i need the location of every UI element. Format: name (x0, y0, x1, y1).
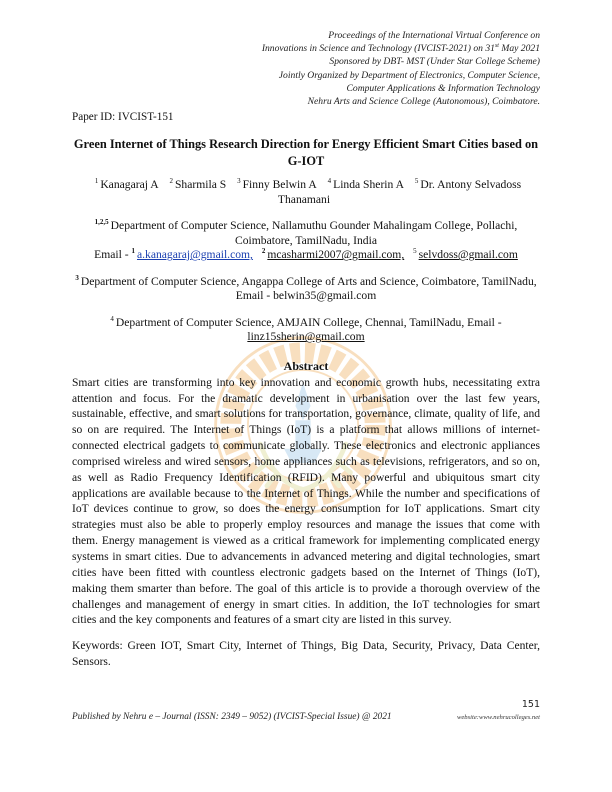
footer-publisher: Published by Nehru e – Journal (ISSN: 2349 – 9052) (IVCIST-Special Issue) @ 2021 (72, 711, 392, 722)
affiliation-3 (66, 275, 546, 304)
email-link-sharmila[interactable]: mcasharmi2007@gmail.com, (267, 248, 405, 262)
proceedings-line (132, 42, 540, 55)
page-content (72, 29, 540, 723)
proceedings-text: Innovations in Science and Technology (IVCIST-2021) on 31 (261, 43, 495, 55)
proceedings-line: Computer Applications & Information Technology (346, 82, 540, 94)
page-number: 151 (521, 698, 540, 710)
email-sup: 1 (131, 247, 135, 256)
affiliation-1 (66, 219, 546, 263)
affiliation-emails (66, 330, 546, 345)
proceedings-line: Jointly Organized by Department of Electronics, Computer Science, (278, 69, 540, 81)
author (328, 178, 404, 191)
author-name: Finny Belwin A (242, 178, 317, 192)
affiliation-emails (66, 248, 546, 263)
author-list (66, 178, 546, 207)
proceedings-line: Sponsored by DBT- MST (Under Star College Scheme) (329, 56, 540, 68)
author-name: Sharmila S (174, 178, 227, 192)
author-name: Kanagaraj A (100, 178, 159, 192)
author-name: Dr. Antony Selvadoss Thanamani (277, 178, 522, 206)
paper-id: Paper ID: IVCIST-151 (72, 111, 174, 124)
author (237, 178, 317, 191)
email-link-selvadoss[interactable]: selvdoss@gmail.com (418, 248, 518, 262)
email-label: Email - (94, 248, 132, 262)
author (169, 178, 226, 191)
author-name: Linda Sherin A (333, 178, 404, 192)
date-ordinal: st (494, 43, 499, 50)
conference-header (132, 29, 540, 108)
affiliation-sup: 4 (110, 314, 114, 323)
affiliation-text-block (66, 316, 546, 331)
affiliation-text: Department of Computer Science, Angappa College of Arts and Science, Coimbatore, TamilNadu, Email - belwin35@gmail.com (80, 274, 537, 303)
affiliation-4 (66, 316, 546, 345)
author (95, 178, 159, 191)
abstract-heading: Abstract (283, 358, 329, 373)
affiliation-text: Department of Computer Science, AMJAIN College, Chennai, TamilNadu, Email - (115, 315, 502, 329)
abstract-body: Smart cities are transforming into key innovation and economic growth hubs, necessitating extra attention and focus. For the dramatic development in urbanisation over the last few years, sustainable, effective, and smart solutions for transportation, governance, climate, quality of life, and so on are required. The Internet of Things (IoT) is a platform that allows millions of internet-connected electrical gadgets to communicate globally. These electronics and electronic appliances comprised wireless and wired sensors, home appliances such as televisions, refrigerators, and so on, as well as Radio Frequency Identification (RFID). Many powerful and ubiquitous smart city applications are available because to the Internet of Things. While the number and specifications of IoT devices continue to grow, so does the energy consumption for IoT applications. Smart city strategies must also be able to properly employ resources and manage the issues that come with them. Energy management is viewed as a critical framework for implementing complicated energy systems in smart cities. Due to advancements in advanced metering and digital technologies, smart cities have been fitted with countless electronic gadgets based on the Internet of Things (IoT), making them smarter than before. The goal of this article is to provide a thorough overview of the challenges and management of energy in smart cities. In addition, the IoT technologies for smart cities and the key components and features of a smart city are listed in this survey. (72, 376, 540, 627)
footer-website: website:www.nehrucolleges.net (456, 713, 540, 721)
email-sup: 5 (413, 247, 417, 256)
affiliation-sup: 3 (75, 273, 79, 282)
author-sup: 5 (414, 177, 419, 186)
affiliation-text-block (66, 219, 546, 248)
proceedings-line: Nehru Arts and Science College (Autonomous), Coimbatore. (307, 96, 540, 108)
affiliation-sup: 1,2,5 (94, 218, 109, 227)
proceedings-text: May 2021 (498, 43, 540, 55)
paper-title: Green Internet of Things Research Direction for Energy Efficient Smart Cities based on G-IOT (73, 137, 539, 169)
author-sup: 4 (327, 177, 332, 186)
author-sup: 2 (169, 177, 173, 186)
footer-row (72, 711, 540, 723)
author-sup: 3 (237, 177, 241, 186)
email-link-kanagaraj[interactable]: a.kanagaraj@gmail.com, (136, 248, 253, 262)
keywords: Keywords: Green IOT, Smart City, Internet of Things, Big Data, Security, Privacy, Data Center, Sensors. (72, 640, 540, 669)
page-footer (72, 699, 540, 723)
proceedings-line: Proceedings of the International Virtual Conference on (328, 30, 540, 41)
affiliation-text: Department of Computer Science, Nallamuthu Gounder Mahalingam College, Pollachi, Coimbatore, TamilNadu, India (110, 219, 518, 247)
email-link-linda[interactable]: linz15sherin@gmail.com (247, 330, 365, 344)
author-sup: 1 (94, 177, 99, 186)
email-sup: 2 (261, 247, 266, 256)
